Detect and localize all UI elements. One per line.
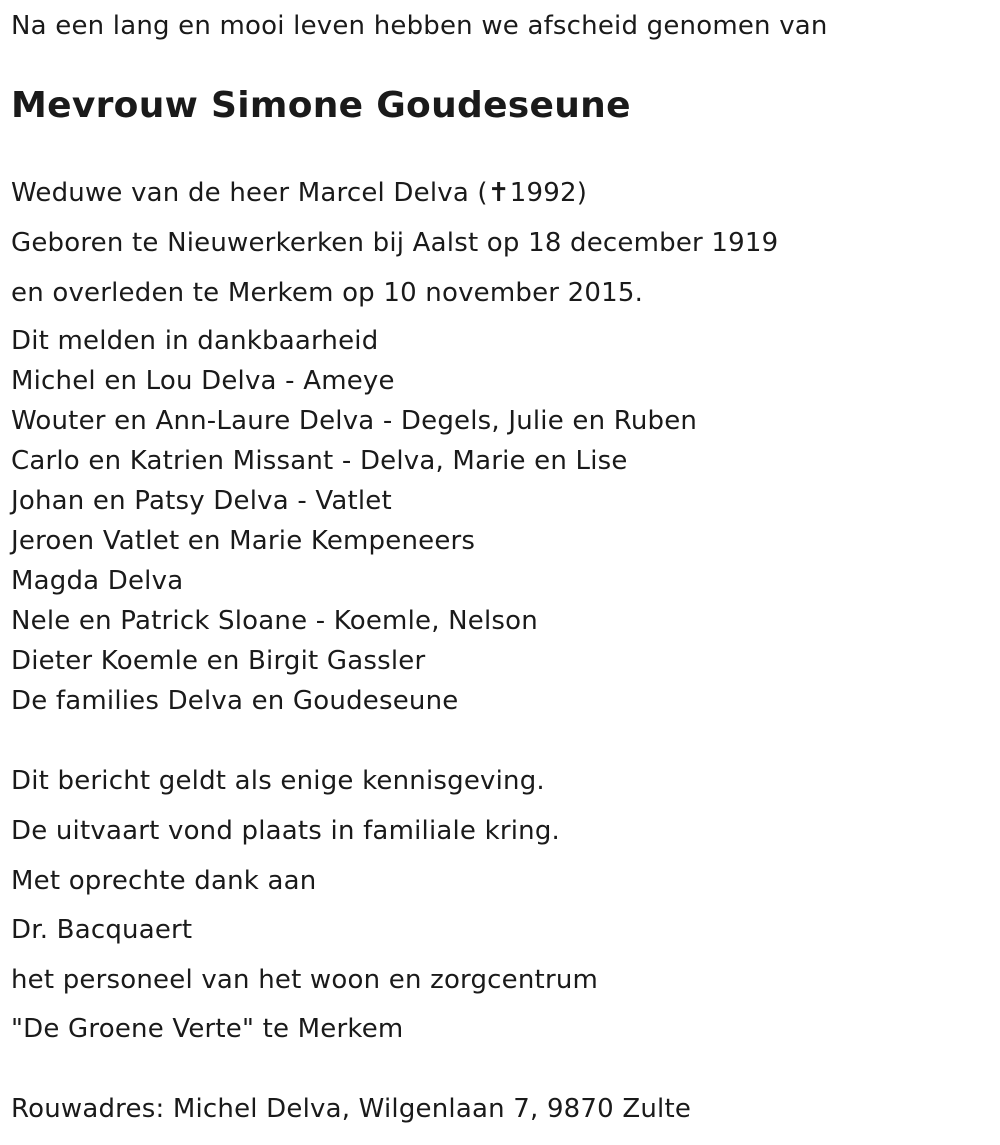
- deceased-name: Mevrouw Simone Goudeseune: [11, 85, 631, 126]
- notice-line: het personeel van het woon en zorgcentrum: [11, 965, 599, 995]
- mourner-line: Wouter en Ann-Laure Delva - Degels, Julie en Ruben: [11, 406, 698, 436]
- mourner-line: Jeroen Vatlet en Marie Kempeneers: [11, 526, 476, 556]
- details-line: Weduwe van de heer Marcel Delva (✝1992): [11, 178, 588, 208]
- notice-line: De uitvaart vond plaats in familiale kring.: [11, 816, 561, 846]
- mourner-line: Magda Delva: [11, 566, 184, 596]
- mourner-line: De families Delva en Goudeseune: [11, 686, 459, 716]
- mourners-intro: Dit melden in dankbaarheid: [11, 326, 379, 356]
- obituary-notice: [11, 0, 1000, 1145]
- details-line: Geboren te Nieuwerkerken bij Aalst op 18 december 1919: [11, 228, 779, 258]
- intro-text: Na een lang en mooi leven hebben we afscheid genomen van: [11, 11, 828, 41]
- notice-line: Dr. Bacquaert: [11, 915, 193, 945]
- notice-line: Dit bericht geldt als enige kennisgeving.: [11, 766, 545, 796]
- mourner-line: Michel en Lou Delva - Ameye: [11, 366, 395, 396]
- notice-line: Met oprechte dank aan: [11, 866, 317, 896]
- mourner-line: Johan en Patsy Delva - Vatlet: [11, 486, 392, 516]
- mourning-address: Rouwadres: Michel Delva, Wilgenlaan 7, 9870 Zulte: [11, 1094, 692, 1124]
- mourner-line: Dieter Koemle en Birgit Gassler: [11, 646, 426, 676]
- notice-line: "De Groene Verte" te Merkem: [11, 1014, 404, 1044]
- mourner-line: Carlo en Katrien Missant - Delva, Marie en Lise: [11, 446, 628, 476]
- mourner-line: Nele en Patrick Sloane - Koemle, Nelson: [11, 606, 538, 636]
- details-line: en overleden te Merkem op 10 november 2015.: [11, 278, 644, 308]
